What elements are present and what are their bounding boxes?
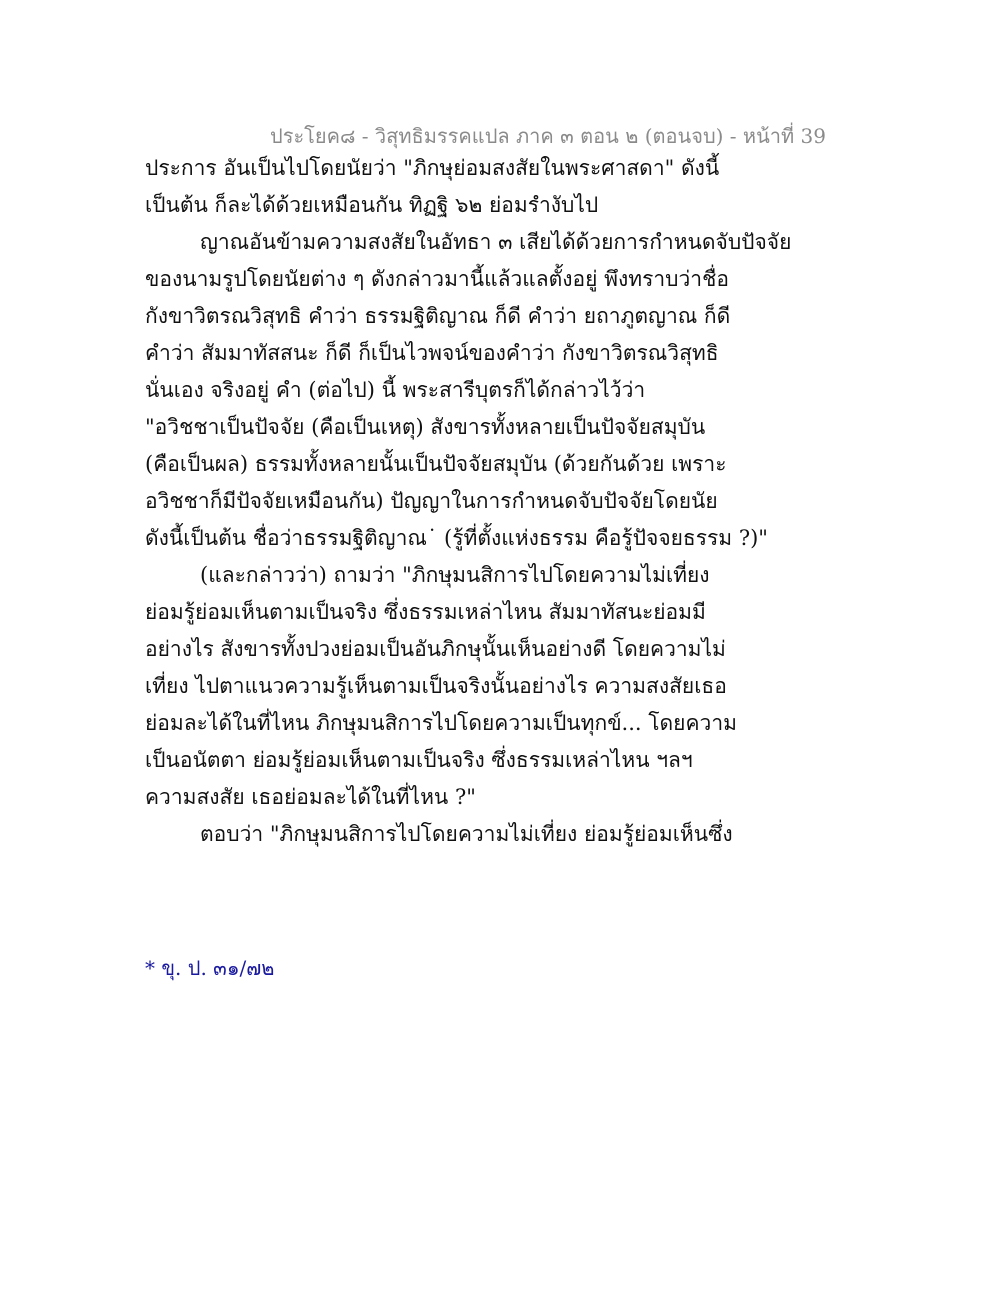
text-line: ความสงสัย เธอย่อมละได้ในที่ไหน ?" — [145, 785, 476, 809]
text-line: ประการ อันเป็นไปโดยนัยว่า "ภิกษุย่อมสงสัยในพระศาสดา" ดังนี้ — [145, 156, 720, 180]
text-line: (คือเป็นผล) ธรรมทั้งหลายนั้นเป็นปัจจัยสมุบัน (ด้วยกันด้วย เพราะ — [145, 452, 727, 476]
text-line: (และกล่าวว่า) ถามว่า "ภิกษุมนสิการไปโดยความไม่เที่ยง — [200, 563, 710, 587]
body-text — [145, 150, 792, 853]
text-line: ของนามรูปโดยนัยต่าง ๆ ดังกล่าวมานี้แล้วแลตั้งอยู่ พึงทราบว่าชื่อ — [145, 267, 729, 291]
text-line: เที่ยง ไปตาแนวความรู้เห็นตามเป็นจริงนั้นอย่างไร ความสงสัยเธอ — [145, 674, 727, 698]
text-line: คำว่า สัมมาทัสสนะ ก็ดี ก็เป็นไวพจน์ของคำว่า กังขาวิตรณวิสุทธิ — [145, 341, 719, 365]
text-line: กังขาวิตรณวิสุทธิ คำว่า ธรรมฐิติญาณ ก็ดี คำว่า ยถาภูตญาณ ก็ดี — [145, 304, 731, 328]
text-line: อย่างไร สังขารทั้งปวงย่อมเป็นอันภิกษุนั้นเห็นอย่างดี โดยความไม่ — [145, 637, 726, 661]
page-header: ประโยค๘ - วิสุทธิมรรคแปล ภาค ๓ ตอน ๒ (ตอนจบ) - หน้าที่ 39 — [270, 124, 826, 148]
text-line: ดังนี้เป็นต้น ชื่อว่าธรรมฐิติญาณ˙ (รู้ที่ตั้งแห่งธรรม คือรู้ปัจจยธรรม ?)" — [145, 526, 768, 550]
text-line: อวิชชาก็มีปัจจัยเหมือนกัน) ปัญญาในการกำหนดจับปัจจัยโดยนัย — [145, 489, 718, 513]
text-line: ตอบว่า "ภิกษุมนสิการไปโดยความไม่เที่ยง ย่อมรู้ย่อมเห็นซึ่ง — [200, 822, 733, 846]
text-line: ญาณอันข้ามความสงสัยในอัทธา ๓ เสียได้ด้วยการกำหนดจับปัจจัย — [200, 230, 792, 254]
text-line: ย่อมละได้ในที่ไหน ภิกษุมนสิการไปโดยความเป็นทุกข์... โดยความ — [145, 711, 737, 735]
text-line: เป็นต้น ก็ละได้ด้วยเหมือนกัน ทิฏฐิ ๖๒ ย่อมรำงับไป — [145, 193, 599, 217]
text-line: "อวิชชาเป็นปัจจัย (คือเป็นเหตุ) สังขารทั้งหลายเป็นปัจจัยสมุบัน — [145, 415, 706, 439]
text-line: ย่อมรู้ย่อมเห็นตามเป็นจริง ซึ่งธรรมเหล่าไหน สัมมาทัสนะย่อมมี — [145, 600, 706, 624]
footnote: * ขุ. ป. ๓๑/๗๒ — [145, 956, 275, 980]
text-line: เป็นอนัตตา ย่อมรู้ย่อมเห็นตามเป็นจริง ซึ่งธรรมเหล่าไหน ฯลฯ — [145, 748, 693, 772]
text-line: นั่นเอง จริงอยู่ คำ (ต่อไป) นี้ พระสารีบุตรก็ได้กล่าวไว้ว่า — [145, 378, 646, 402]
